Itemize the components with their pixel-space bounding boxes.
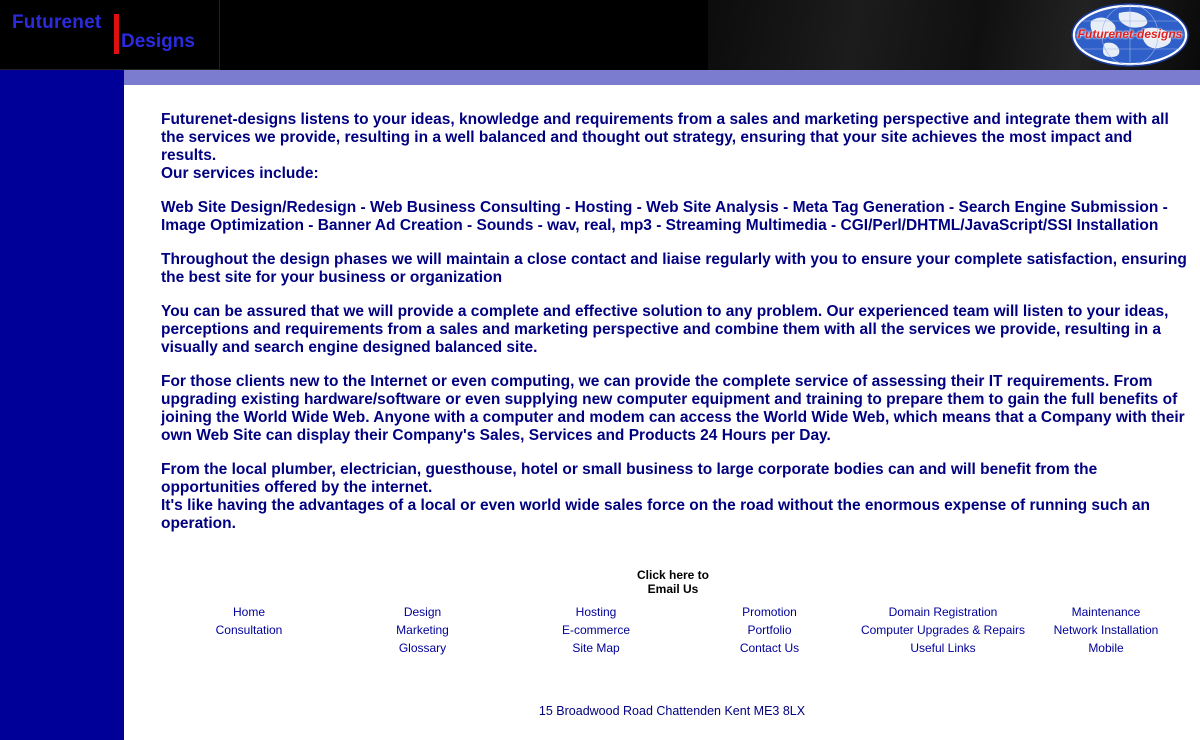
nav-link-e-commerce[interactable]: E-commerce <box>561 623 630 637</box>
local-business-paragraph <box>161 461 1191 533</box>
email-us-link[interactable] <box>600 568 746 596</box>
sales-force-text: It's like having the advantages of a local or even world wide sales force on the road without the enormous expense of running such an operation. <box>161 497 1150 532</box>
nav-row <box>161 639 1191 657</box>
services-heading: Our services include: <box>161 165 319 182</box>
header <box>0 0 1200 70</box>
intro-text: Futurenet-designs listens to your ideas, knowledge and requirements from a sales and marketing perspective and integrate them with all the services we provide, resulting in a well balanced and thought out strategy, ensuring that your site achieves the most impact and results. <box>161 111 1169 164</box>
assured-paragraph: You can be assured that we will provide a complete and effective solution to any problem. Our experienced team will listen to your ideas, perceptions and requirements from a sales and marketing perspective and combine them with all the services we provide, resulting in a visually and search engine designed balanced site. <box>161 303 1169 356</box>
top-stripe <box>124 70 1200 85</box>
clients-paragraph: For those clients new to the Internet or even computing, we can provide the complete service of assessing their IT requirements. From upgrading existing hardware/software or even supplying new computer equipment and training to prepare them to gain the full benefits of joining the World Wide Web. Anyone with a computer and modem can access the World Wide Web, which means that a Company with their own Web Site can display their Company's Sales, Services and Products 24 Hours per Day. <box>161 373 1185 444</box>
nav-link-computer-upgrades[interactable]: Computer Upgrades & Repairs <box>860 623 1026 637</box>
nav-link-network-installation[interactable]: Network Installation <box>1053 623 1159 637</box>
nav-link-consultation[interactable]: Consultation <box>215 623 283 637</box>
nav-link-design[interactable]: Design <box>403 605 442 619</box>
nav-link-promotion[interactable]: Promotion <box>742 605 797 619</box>
footer-address: 15 Broadwood Road Chattenden Kent ME3 8LX <box>538 704 806 718</box>
nav-link-hosting[interactable]: Hosting <box>575 605 617 619</box>
services-list: Web Site Design/Redesign - Web Business Consulting - Hosting - Web Site Analysis - Meta Tag Generation - Search Engine Submission - Image Optimization - Banner Ad Creation - Sounds - wav, real, mp3 - Streaming Multimedia - CGI/Perl/DHTML/JavaScript/SSI Installation <box>161 199 1168 234</box>
nav-link-glossary[interactable]: Glossary <box>398 641 447 655</box>
email-link-line1: Click here to <box>636 568 710 582</box>
intro-paragraph <box>161 111 1191 183</box>
nav-link-domain-registration[interactable]: Domain Registration <box>888 605 998 619</box>
site-logo[interactable] <box>0 0 220 70</box>
main-content <box>161 111 1191 549</box>
logo-red-bar <box>114 14 119 54</box>
logo-word-futurenet: Futurenet <box>12 12 102 33</box>
nav-link-marketing[interactable]: Marketing <box>396 623 449 637</box>
nav-link-maintenance[interactable]: Maintenance <box>1071 605 1141 619</box>
nav-link-portfolio[interactable]: Portfolio <box>747 623 792 637</box>
nav-link-mobile[interactable]: Mobile <box>1088 641 1124 655</box>
contact-paragraph: Throughout the design phases we will maintain a close contact and liaise regularly with you to ensure your complete satisfaction, ensuring the best site for your business or organization <box>161 251 1187 286</box>
nav-link-site-map[interactable]: Site Map <box>572 641 620 655</box>
left-blue-column <box>0 70 124 740</box>
email-link-line2: Email Us <box>647 582 699 596</box>
globe-logo-label: Futurenet-designs <box>1077 27 1183 41</box>
nav-link-useful-links[interactable]: Useful Links <box>910 641 976 655</box>
nav-row <box>161 603 1191 621</box>
nav-link-home[interactable]: Home <box>232 605 265 619</box>
local-business-text: From the local plumber, electrician, guesthouse, hotel or small business to large corporate bodies can and will benefit from the opportunities offered by the internet. <box>161 461 1098 496</box>
nav-row <box>161 621 1191 639</box>
footer-nav <box>161 603 1191 657</box>
nav-empty-cell <box>161 639 337 657</box>
logo-word-designs: Designs <box>121 31 195 52</box>
nav-link-contact-us[interactable]: Contact Us <box>739 641 800 655</box>
